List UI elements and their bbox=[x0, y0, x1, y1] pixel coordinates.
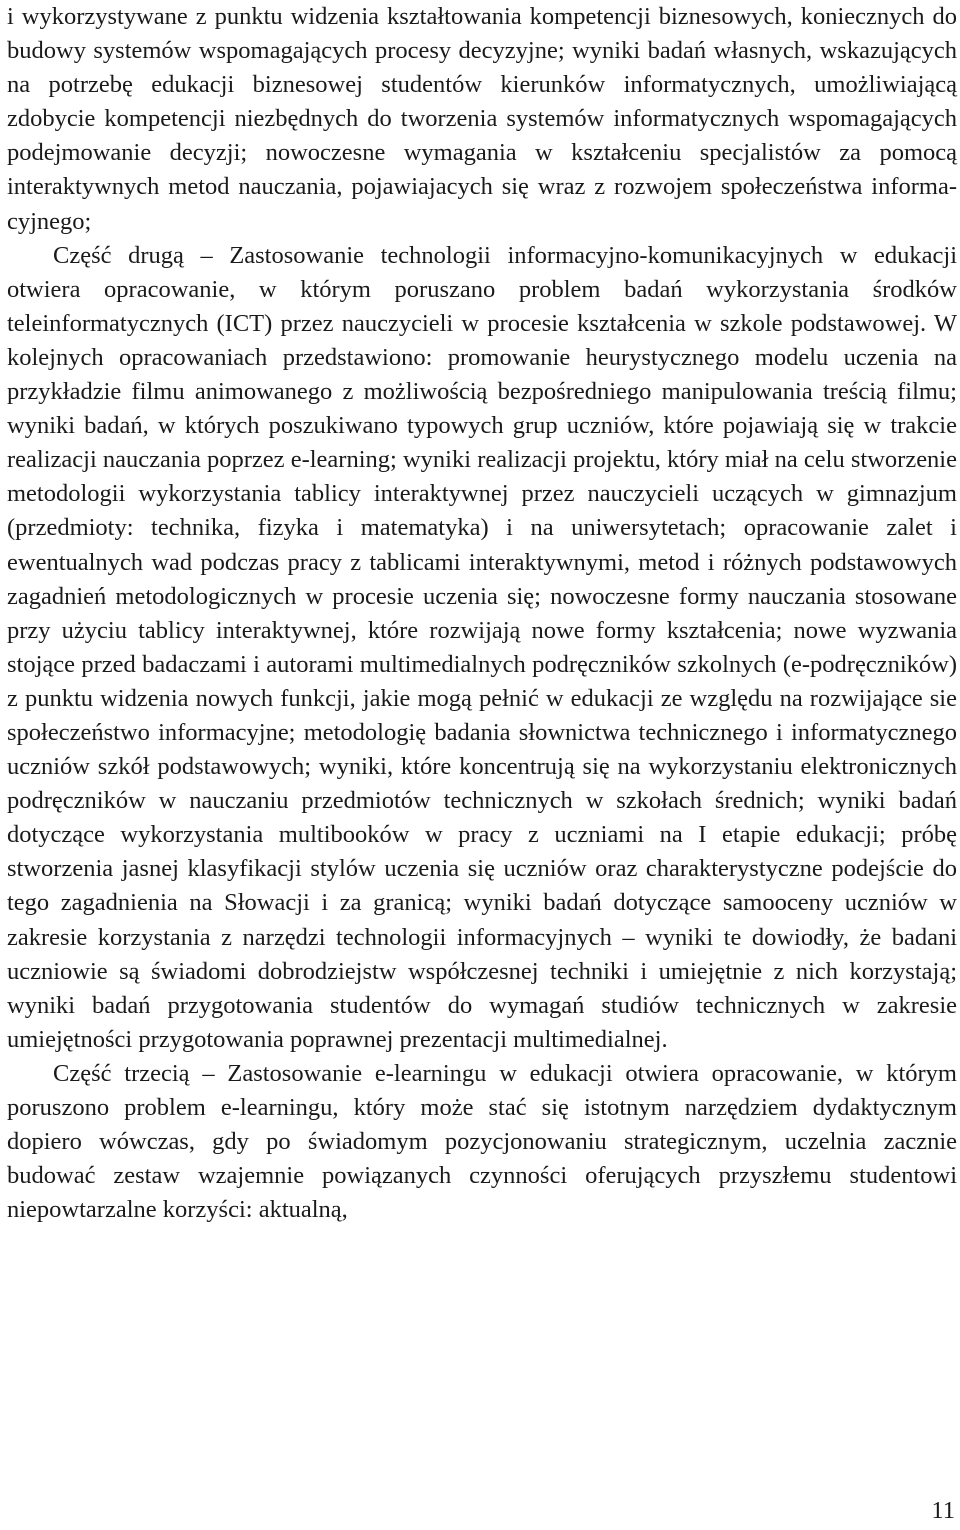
page-number: 11 bbox=[931, 1497, 955, 1524]
paragraph-continuation: i wykorzystywane z punktu widzenia kształtowania kompetencji biznesowych, koniecznych do budowy systemów wspomagających procesy decyzyjne; wyniki badań własnych, wskazujących na potrzebę edukacji biznesowej studentów kierunków informatycznych, umożliwiającą zdobycie kompetencji niezbędnych do tworzenia systemów informatycznych wspomagających podejmowanie decyzji; nowoczesne wymagania w kształceniu specjalistów za pomocą interaktywnych metod nauczania, pojawiajacych się wraz z rozwojem społeczeństwa informacyjnego; bbox=[7, 3, 957, 235]
paragraph-part-three: Część trzecią – Zastosowanie e-learningu w edukacji otwiera opracowanie, w którym poruszono problem e-learningu, który może stać się istotnym narzędziem dydaktycznym dopiero wówczas, gdy po świadomym pozycjonowaniu strategicznym, uczelnia zacznie budować zestaw wzajemnie powiązanych czynności oferujących przyszłemu studentowi niepowtarzalne korzyści: aktualną, bbox=[7, 1059, 957, 1224]
document-page bbox=[7, 0, 957, 1227]
paragraph-part-two: Część drugą – Zastosowanie technologii informacyjno-komunikacyjnych w edukacji otwiera opracowanie, w którym poruszano problem badań wykorzystania środków teleinformatycznych (ICT) przez nauczycieli w procesie kształcenia w szkole podstawowej. W kolejnych opracowaniach przedstawiono: promowanie heurystycznego modelu uczenia na przykładzie filmu animowanego z możliwością bezpośredniego manipulowania treścią filmu; wyniki badań, w których poszukiwano typowych grup uczniów, które pojawiają się w trakcie realizacji nauczania poprzez e-learning; wyniki realizacji projektu, który miał na celu stworzenie metodologii wykorzystania tablicy interaktywnej przez nauczycieli uczących w gimnazjum (przedmioty: technika, fizyka i matematyka) i na uniwersytetach; opracowanie zalet i ewentualnych wad podczas pracy z tablicami interaktywnymi, metod i różnych podstawowych zagadnień metodologicznych w procesie uczenia się; nowoczesne formy nauczania stosowane przy użyciu tablicy interaktywnej, które rozwijają nowe formy kształcenia; nowe wyzwania stojące przed badaczami i autorami multimedialnych podręczników szkolnych (e-podręczników) z punktu widzenia nowych funkcji, jakie mogą pełnić w edukacji ze względu na rozwijające sie społeczeństwo informacyjne; metodologię badania słownictwa technicznego i informatycznego uczniów szkół podstawowych; wyniki, które koncentrują się na wykorzystaniu elektronicznych podręczników w nauczaniu przedmiotów technicznych w szkołach średnich; wyniki badań dotyczące wykorzystania multibooków w pracy z uczniami na I etapie edukacji; próbę stworzenia jasnej klasyfikacji stylów uczenia się uczniów oraz charakterystyczne podejście do tego zagadnienia na Słowacji i za granicą; wyniki badań dotyczące samooceny uczniów w zakresie korzystania z narzędzi technologii informacyjnych – wyniki te dowiodły, że badani uczniowie są świadomi dobrodziejstw współczesnej techniki i umiejętnie z nich korzystają; wyniki badań przygotowania studentów do wymagań studiów technicznych w zakresie umiejętności przygotowania poprawnej prezentacji multimedialnej. bbox=[7, 241, 957, 1053]
